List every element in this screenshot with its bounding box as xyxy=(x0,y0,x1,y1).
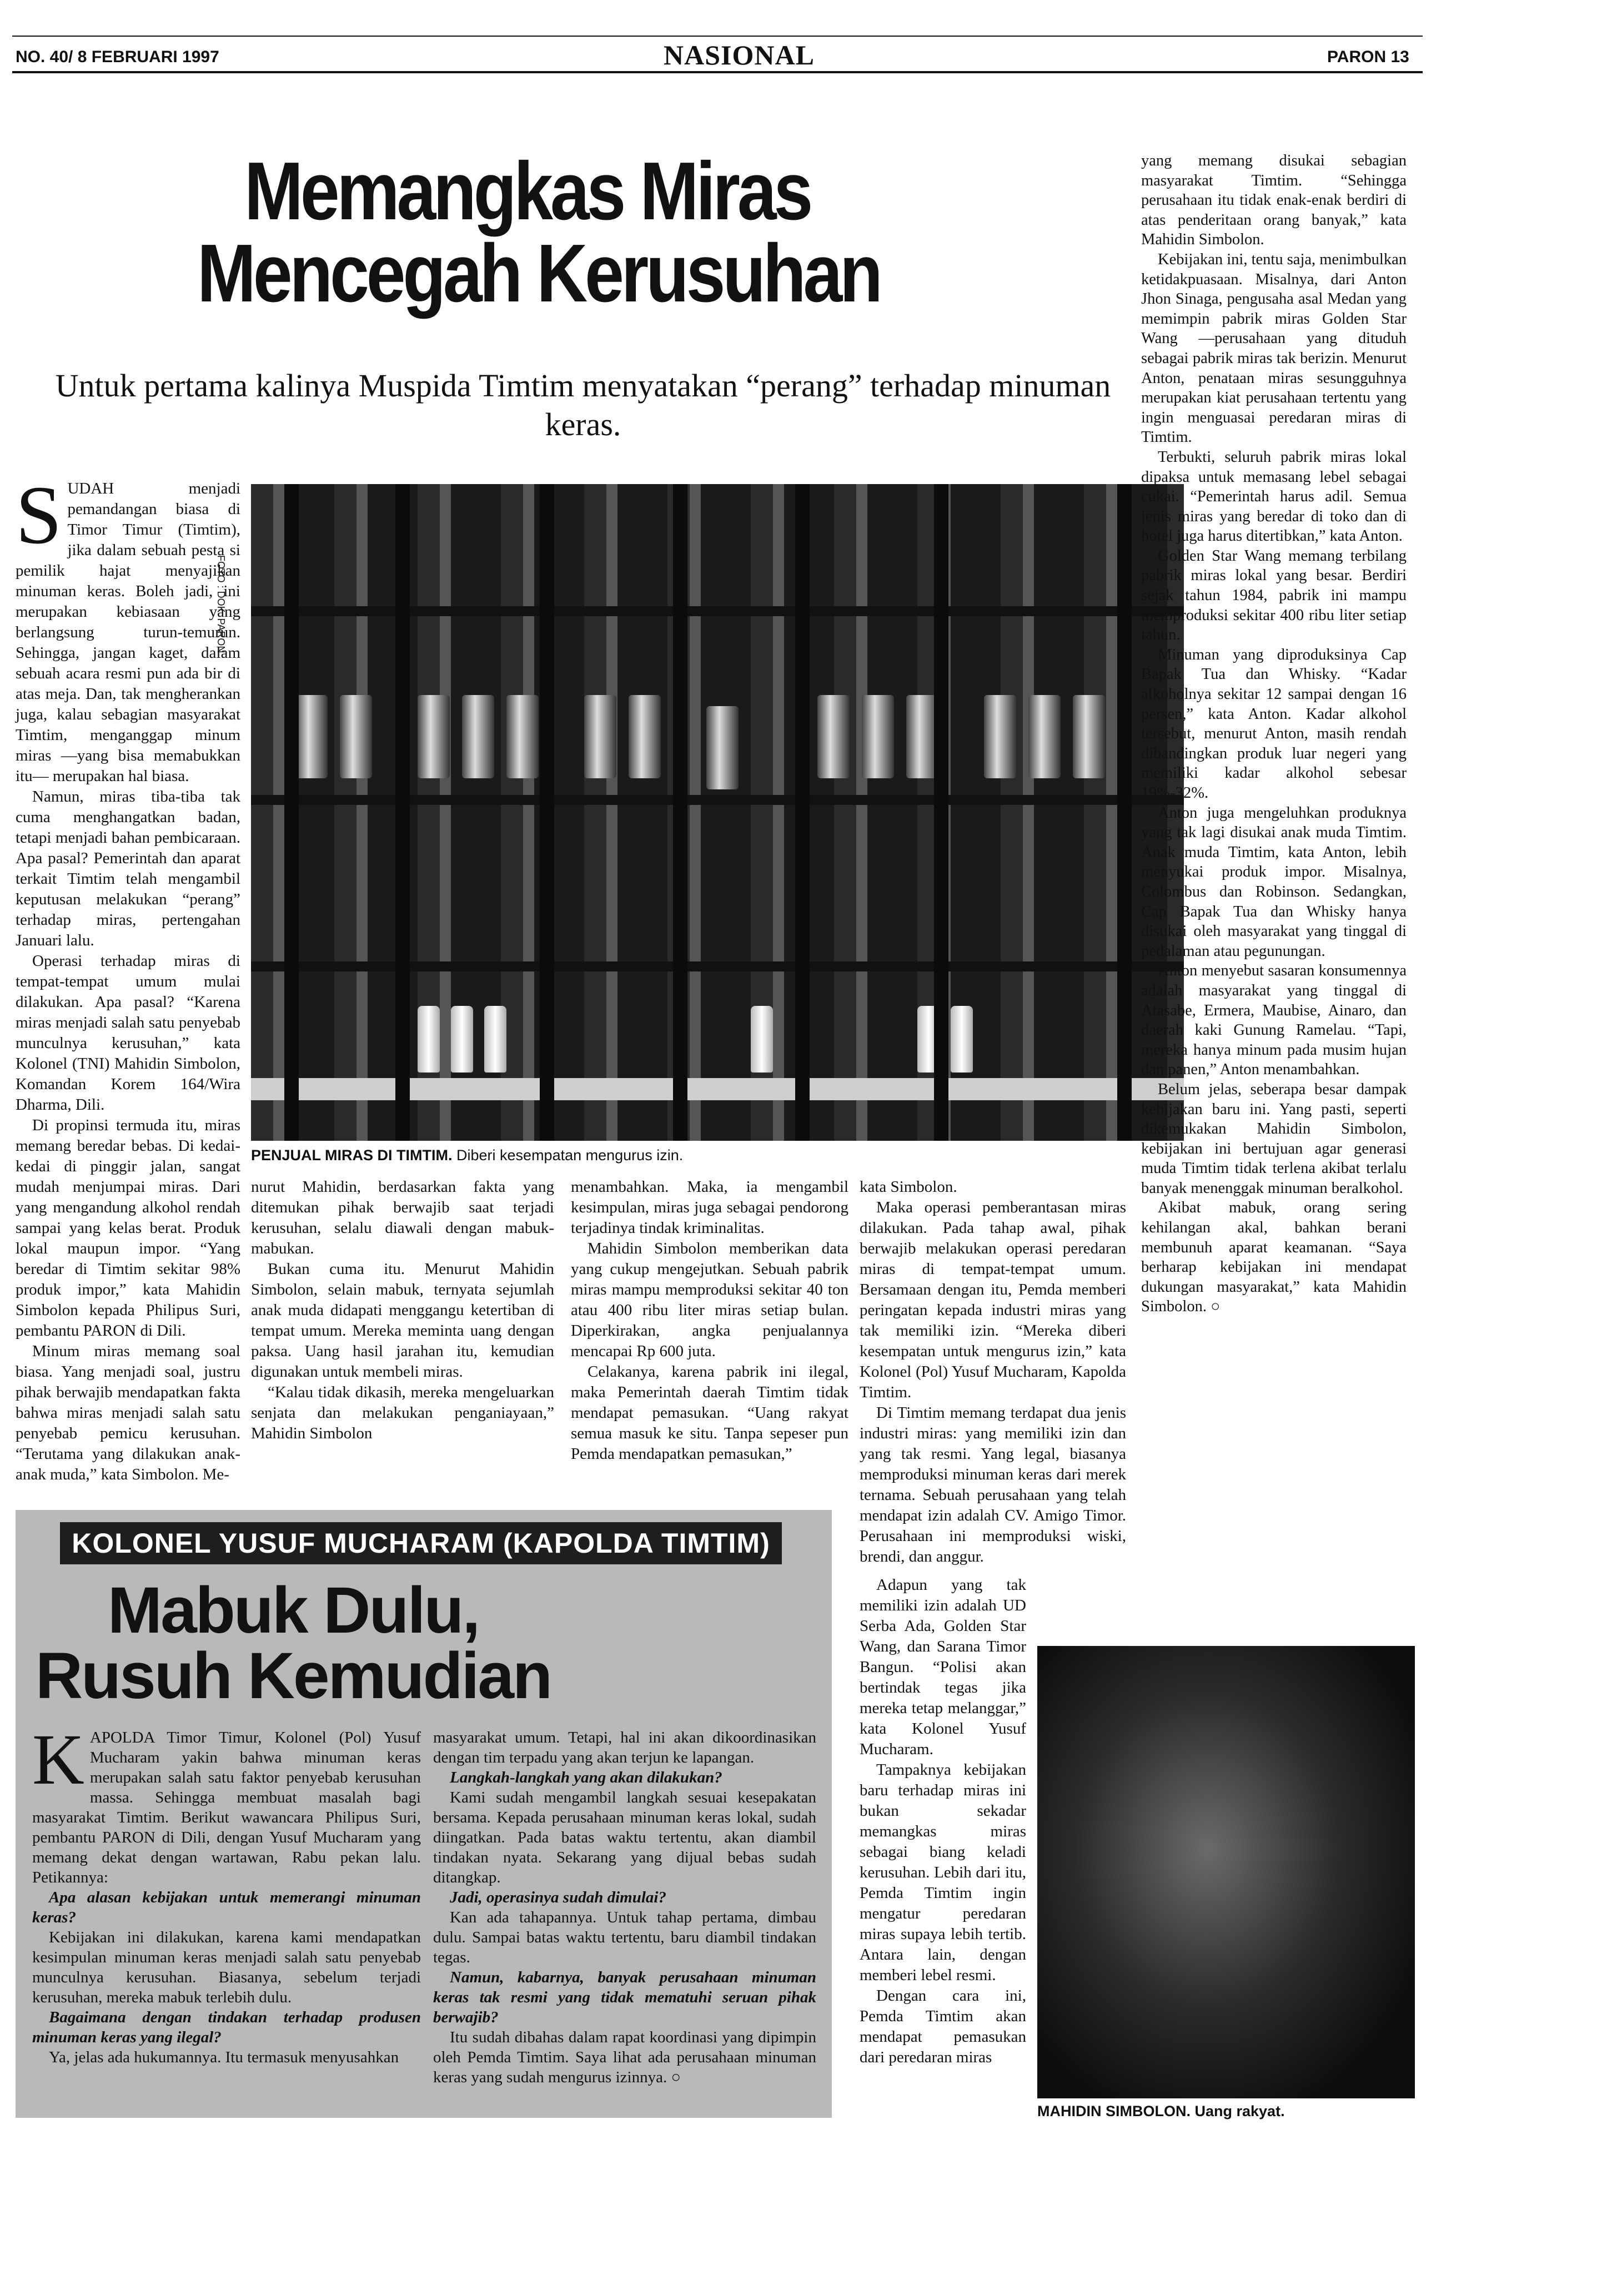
headline-line1: Memangkas Miras xyxy=(244,145,811,237)
portrait-caption xyxy=(1037,2103,1285,2120)
top-rule xyxy=(12,36,1423,37)
interview-answer: masyarakat umum. Tetapi, hal ini akan dikoordinasikan dengan tim terpadu yang akan terjun ke lapangan. xyxy=(433,1729,816,1766)
body-paragraph: Terbukti, seluruh pabrik miras lokal dipaksa untuk memasang lebel sebagai cukai. “Pemerintah harus adil. Semua jenis miras yang beredar di toko dan di hotel juga harus ditertibkan,” kata Anton. xyxy=(1141,448,1407,545)
body-paragraph: Adapun yang tak memiliki izin adalah UD Serba Ada, Golden Star Wang, dan Sarana Timor Bangun. “Polisi akan bertindak tegas jika mereka tetap melanggar,” kata Kolonel Yusuf Mucharam. xyxy=(860,1576,1026,1758)
body-paragraph: menambahkan. Maka, ia mengambil kesimpulan, miras juga sebagai pendorong terjadinya tindak kriminalitas. xyxy=(571,1178,848,1237)
dropcap: S xyxy=(16,469,62,561)
closing-text: Akibat mabuk, orang sering kehilangan akal, bahkan berani membunuh aparat keamanan. “Saya berharap kebijakan ini mendapat dukungan masyarakat,” kata Mahidin Simbolon. xyxy=(1141,1199,1407,1316)
body-paragraph: Minum miras memang soal biasa. Yang menjadi soal, justru pihak berwajib mendapatkan fakta bahwa miras menjadi salah satu penyebab pemicu kerusuhan. “Terutama yang dilakukan anak-anak muda,” kata Simbolon. Me- xyxy=(16,1342,240,1483)
sidebar-headline-line1: Mabuk Dulu, xyxy=(107,1574,479,1647)
sidebar-col-2 xyxy=(433,1728,816,2087)
body-paragraph: Bukan cuma itu. Menurut Mahidin Simbolon, selain mabuk, ternyata sejumlah anak muda didapati menggangu ketertiban di tempat umum. Mereka meminta uang dengan paksa. Uang hasil jarahan itu, kemudian digunakan untuk membeli miras. xyxy=(251,1260,554,1381)
interview-question: Jadi, operasinya sudah dimulai? xyxy=(450,1889,666,1906)
sidebar-headline-line2: Rusuh Kemudian xyxy=(35,1639,551,1713)
interview-question: Apa alasan kebijakan untuk memerangi minuman keras? xyxy=(32,1889,421,1926)
interview-answer: Ya, jelas ada hukumannya. Itu termasuk menyusahkan xyxy=(49,2048,399,2066)
col4-narrow xyxy=(860,1575,1026,2068)
portrait-caption-rest: Uang rakyat. xyxy=(1191,2103,1285,2119)
body-paragraph: Dengan cara ini, Pemda Timtim akan mendapat pemasukan dari peredaran miras xyxy=(860,1987,1026,2066)
body-paragraph: Celakanya, karena pabrik ini ilegal, maka Pemerintah daerah Timtim tidak mendapat pemasukan. “Uang rakyat semua masuk ke situ. Tanpa sepeser pun Pemda mendapatkan pemasukan,” xyxy=(571,1363,848,1463)
photo-caption xyxy=(251,1147,683,1164)
body-paragraph: nurut Mahidin, berdasarkan fakta yang ditemukan pihak berwajib saat terjadi kerusuhan, selalu diawali dengan mabuk-mabukan. xyxy=(251,1178,554,1257)
page-number: PARON 13 xyxy=(1327,48,1409,66)
header-rule xyxy=(12,71,1423,73)
body-paragraph: Mahidin Simbolon memberikan data yang cukup mengejutkan. Sebuah pabrik miras mampu memproduksi sekitar 40 ton atau 400 ribu liter miras setiap bulan. Diperkirakan, angka penjualannya mencapai Rp 600 juta. xyxy=(571,1240,848,1360)
body-paragraph: Di propinsi termuda itu, miras memang beredar bebas. Di kedai-kedai di pinggir jalan, sangat mudah menjumpai miras. Dari yang mengandung alkohol rendah sampai yang kelas berat. Produk lokal maupun impor. “Yang beredar di Timtim sekitar 98% produk impor,” kata Mahidin Simbolon kepada Philipus Suri, pembantu PARON di Dili. xyxy=(16,1116,240,1340)
interview-answer: Kan ada tahapannya. Untuk tahap pertama, dimbau dulu. Sampai batas waktu tertentu, baru diambil tindakan tegas. xyxy=(433,1909,816,1966)
end-mark: ○ xyxy=(1211,1298,1221,1316)
issue-date: NO. 40/ 8 FEBRUARI 1997 xyxy=(16,48,219,66)
body-paragraph: yang memang disukai sebagian masyarakat Timtim. “Sehingga perusahaan itu tidak enak-enak berdiri di atas penderitaan orang banyak,” kata Mahidin Simbolon. xyxy=(1141,152,1407,249)
body-paragraph: Tampaknya kebijakan baru terhadap miras ini bukan sekadar memangkas miras sebagai biang keladi kerusuhan. Lebih dari itu, Pemda Timtim ingin mengatur peredaran miras supaya lebih tertib. Antara lain, dengan memberi lebel resmi. xyxy=(860,1761,1026,1984)
body-paragraph: Golden Star Wang memang terbilang pabrik miras lokal yang besar. Berdiri sejak tahun 1984, pabrik ini mampu memproduksi sekitar 400 ribu liter setiap tahun. xyxy=(1141,547,1407,644)
sidebar-col-1 xyxy=(32,1720,421,2067)
body-paragraph: Maka operasi pemberantasan miras dilakukan. Pada tahap awal, pihak berwajib melakukan operasi peredaran miras di tempat-tempat umum. Bersamaan dengan itu, Pemda memberi peringatan kepada industri miras yang tak memiliki izin. “Mereka diberi kesempatan untuk mengurus izin,” kata Kolonel (Pol) Yusuf Mucharam, Kapolda Timtim. xyxy=(860,1199,1126,1401)
interview-answer: Kami sudah mengambil langkah sesuai kesepakatan bersama. Kepada perusahaan minuman keras lokal, sudah diingatkan. Pada batas waktu tertentu, akan diambil tindakan nyata. Sekarang yang dijual bebas sudah ditangkap. xyxy=(433,1789,816,1886)
photo-credit: FOTO : DOK. PARON xyxy=(215,555,227,653)
mahidin-simbolon-portrait xyxy=(1037,1646,1415,2098)
body-paragraph: Operasi terhadap miras di tempat-tempat umum mulai dilakukan. Apa pasal? “Karena miras menjadi salah satu penyebab munculnya kerusuhan,” kata Kolonel (TNI) Mahidin Simbolon, Komandan Korem 164/Wira Dharma, Dili. xyxy=(16,952,240,1114)
interview-answer: Kebijakan ini dilakukan, karena kami mendapatkan kesimpulan minuman keras menjadi salah satu penyebab munculnya kerusuhan. Biasanya, sebelum terjadi kerusuhan, mereka mabuk terlebih dulu. xyxy=(32,1929,421,2006)
body-paragraph: UDAH menjadi pemandangan biasa di Timor Timur (Timtim), jika dalam sebuah pesta si pemilik hajat menyajikan minuman keras. Boleh jadi, ini merupakan kebiasaan yang berlangsung turun-temurun. Sehingga, jangan kaget, dalam sebuah acara resmi pun ada bir di atas meja. Dan, tak mengherankan juga, kalau sebagian masyarakat Timtim, menganggap minum miras —yang bisa memabukkan itu— merupakan hal biasa. xyxy=(16,480,240,785)
article-col-5 xyxy=(1141,151,1407,1317)
headline-line2: Mencegah Kerusuhan xyxy=(197,228,880,319)
body-paragraph: “Kalau tidak dikasih, mereka mengeluarkan senjata dan melakukan penganiayaan,” Mahidin Simbolon xyxy=(251,1383,554,1442)
article-col-3 xyxy=(571,1177,848,1464)
body-paragraph: Kebijakan ini, tentu saja, menimbulkan ketidakpuasaan. Misalnya, dari Anton Jhon Sinaga, pengusaha asal Medan yang memimpin pabrik miras Golden Star Wang —perusahaan yang dituduh sebagai pabrik miras tak berizin. Menurut Anton, penataan miras sesungguhnya merupakan kiat perusahaan tertentu yang ingin menguasai peredaran miras di Timtim. xyxy=(1141,250,1407,446)
portrait-caption-bold: MAHIDIN SIMBOLON. xyxy=(1037,2103,1191,2119)
body-paragraph: kata Simbolon. xyxy=(860,1178,957,1196)
article-col-1 xyxy=(16,469,240,1485)
interview-sidebar xyxy=(16,1510,832,2118)
sidebar-banner: KOLONEL YUSUF MUCHARAM (KAPOLDA TIMTIM) xyxy=(60,1522,782,1564)
body-paragraph: Anton juga mengeluhkan produknya yang tak lagi disukai anak muda Timtim. Anak muda Timtim, kata Anton, lebih menyukai produk impor. Misalnya, Colombus dan Robinson. Sedangkan, Cap Bapak Tua dan Whisky hanya disukai oleh masyarakat yang tinggal di pedalaman atau pegunungan. xyxy=(1141,804,1407,960)
body-paragraph: Namun, miras tiba-tiba tak cuma menghangatkan badan, tetapi menjadi bahan pembicaraan. Apa pasal? Pemerintah dan aparat terkait Timtim telah mengambil keputusan melakukan “perang” terhadap miras, pertengahan Januari lalu. xyxy=(16,788,240,949)
sidebar-dropcap: K xyxy=(32,1720,84,1800)
body-paragraph: Minuman yang diproduksinya Cap Bapak Tua dan Whisky. “Kadar alkoholnya sekitar 12 sampai dengan 16 persen,” kata Anton. Kadar alkohol tersebut, menurut Anton, masih rendah dibandingkan produk luar negeri yang memiliki kadar alkohol sebesar 19%-32%. xyxy=(1141,646,1407,802)
deck: Untuk pertama kalinya Muspida Timtim menyatakan “perang” terhadap minuman keras. xyxy=(55,367,1111,442)
body-paragraph xyxy=(1141,1198,1407,1317)
interview-question: Namun, kabarnya, banyak perusahaan minuman keras tak resmi yang tidak mematuhi seruan pihak berwajib? xyxy=(433,1968,816,2026)
liquor-stall-photo xyxy=(251,484,1184,1141)
interview-answer: Itu sudah dibahas dalam rapat koordinasi yang dipimpin oleh Pemda Timtim. Saya lihat ada perusahaan minuman keras yang sudah mengurus izinnya. ○ xyxy=(433,2028,816,2086)
interview-question: Bagaimana dengan tindakan terhadap produsen minuman keras yang ilegal? xyxy=(32,2008,421,2046)
body-paragraph: Di Timtim memang terdapat dua jenis industri miras: yang memiliki izin dan yang tak resmi. Yang legal, biasanya memproduksi minuman keras dari merek ternama. Sebuah perusahaan yang telah mendapat izin adalah CV. Amigo Timor. Perusahaan ini memproduksi wiski, brendi, dan anggur. xyxy=(860,1404,1126,1565)
article-col-2 xyxy=(251,1177,554,1444)
photo-caption-rest: Diberi kesempatan mengurus izin. xyxy=(452,1147,684,1164)
interview-paragraph: APOLDA Timor Timur, Kolonel (Pol) Yusuf Mucharam yakin bahwa minuman keras merupakan salah satu faktor penyebab kerusuhan massa. Sehingga membuat masalah bagi masyarakat Timtim. Berikut wawancara Philipus Suri, pembantu PARON di Dili, dengan Yusuf Mucharam yang memang dekat dengan wartawan, Rabu pekan lalu. Petikannya: xyxy=(32,1729,421,1886)
body-paragraph: Anton menyebut sasaran konsumennya adalah masyarakat yang tinggal di Atasabe, Ermera, Maubise, Ainaro, dan daerah kaki Gunung Ramelau. “Tapi, mereka hanya minum pada musim hujan dan panen,” Anton menambahkan. xyxy=(1141,962,1407,1079)
interview-question: Langkah-langkah yang akan dilakukan? xyxy=(450,1769,722,1786)
photo-caption-bold: PENJUAL MIRAS DI TIMTIM. xyxy=(251,1147,453,1164)
section-title: NASIONAL xyxy=(664,39,815,71)
body-paragraph: Belum jelas, seberapa besar dampak kebijakan baru ini. Yang pasti, seperti dikemukakan Mahidin Simbolon, kebijakan ini bertujuan agar generasi muda Timtim tidak terlena akibat terlalu banyak menenggak minuman beralkohol. xyxy=(1141,1080,1407,1197)
